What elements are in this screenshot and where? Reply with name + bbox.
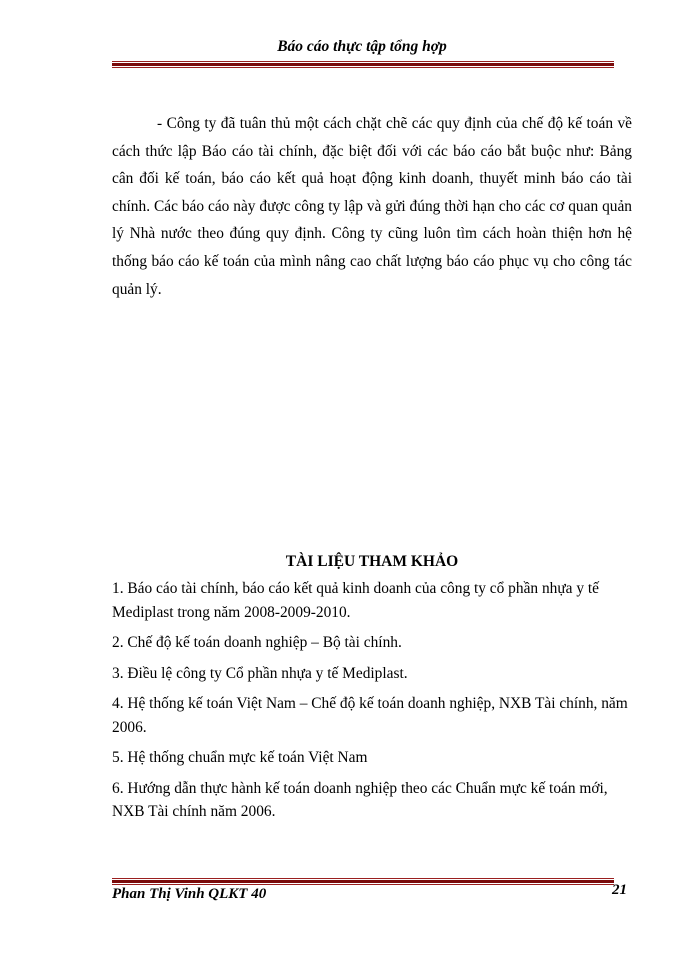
header-title: Báo cáo thực tập tổng hợp [277,38,447,55]
reference-item: 5. Hệ thống chuẩn mực kế toán Việt Nam [112,749,368,766]
references-title: TÀI LIỆU THAM KHẢO [285,553,459,570]
body-paragraph: - Công ty đã tuân thủ một cách chặt chẽ các quy định của chế độ kế toán về cách thức lập Báo cáo tài chính, đặc biệt đối với các báo cáo bắt buộc như: Bảng cân đối kế toán, báo cáo kết quả hoạt động kinh doanh, thuyết minh báo cáo tài chính. Các báo cáo này được công ty lập và gửi đúng thời hạn cho các cơ quan quản lý Nhà nước theo đúng quy định. Công ty cũng luôn tìm cách hoàn thiện hơn hệ thống báo cáo kế toán của mình nâng cao chất lượng báo cáo phục vụ cho công tác quản lý. [112,115,632,298]
reference-item: 4. Hệ thống kế toán Việt Nam – Chế độ kế toán doanh nghiệp, NXB Tài chính, năm 2006. [112,695,628,736]
reference-item: 1. Báo cáo tài chính, báo cáo kết quả kinh doanh của công ty cổ phần nhựa y tế Mediplast trong năm 2008-2009-2010. [112,580,600,621]
footer-author: Phan Thị Vinh QLKT 40 [112,886,267,902]
footer-rule-thick [112,880,614,883]
footer-rule-thin-top [112,878,614,879]
reference-item: 3. Điều lệ công ty Cổ phần nhựa y tế Mediplast. [112,664,408,682]
header-rule-thick [112,63,614,66]
reference-item: 2. Chế độ kế toán doanh nghiệp – Bộ tài chính. [112,634,402,651]
reference-item: 6. Hướng dẫn thực hành kế toán doanh nghiệp theo các Chuẩn mực kế toán mới, NXB Tài chính năm 2006. [112,779,608,820]
page-number: 21 [612,882,627,898]
header-rule-thin-bottom [112,67,614,68]
header-rule-thin-top [112,61,614,62]
footer-rule-thin-bottom [112,884,614,885]
references-list [112,577,632,831]
